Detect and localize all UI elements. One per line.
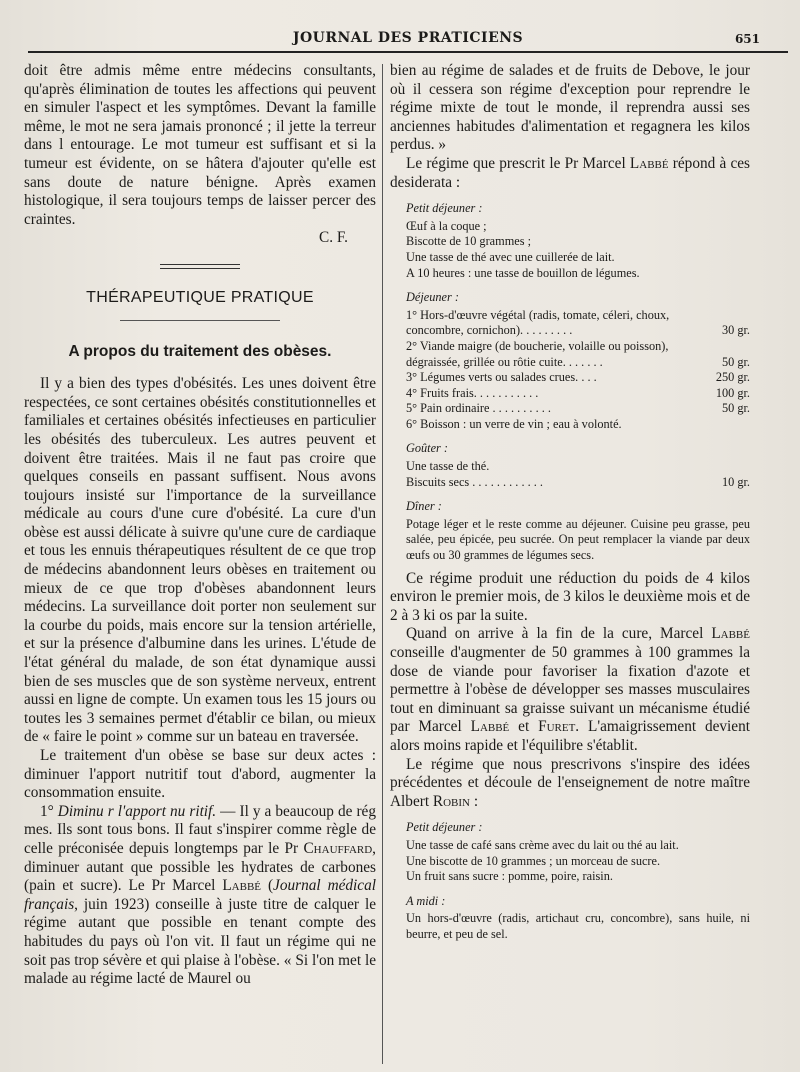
text-span: :	[470, 792, 479, 810]
menu-item: A 10 heures : une tasse de bouillon de légumes.	[406, 265, 640, 280]
author-name-labbe: Labbé	[222, 877, 262, 895]
menu-item-line	[406, 386, 750, 402]
menu-item: Une biscotte de 10 grammes ; un morceau de sucre.	[406, 853, 661, 868]
article-paragraph-1: Il y a bien des types d'obésités. Les unes doivent être respectées, ce sont certaines obésités constitutionnelles et familiales et certaines obésités infectieuses en particulier les obésités des tuberculeux. Les autres peuvent et doivent être traitées. Mais il ne faut pas croire que quelques conseils en passant suffisent. Nous avons toujours insisté sur l'importance de la surveillance médicale au cours d'une cure d'obésité. La cure d'un obèse est aussi délicate à suivre qu'une cure de cardiaque et tous les ennuis thérapeutiques résultent de ce que trop de médecins abandonnent leurs obèses en traitement ou mieux de ce que trop d'obèses abandonnent leurs médecins. La surveillance doit porter non seulement sur la courbe du poids, mais encore sur la tension artérielle, et sur la présence d'albumine dans les urines. L'étude de l'état général du malade, de son état dynamique aussi bien de ses muscles que de son système nerveux, entrent aussi en ligne de compte. Un examen tous les 15 jours ou toutes les 3 semaines permet d'établir ce bilan, ou mieux de « faire le point » comme sur un bateau en traversée.	[24, 375, 376, 746]
meal-label-midi: A midi :	[406, 893, 446, 908]
menu-diner-text: Potage léger et le reste comme au déjeuner. Cuisine peu grasse, peu salée, peu épicée, peu sucrée. On peut remplacer la viande par deux œufs ou 30 grammes de légumes secs.	[406, 516, 750, 563]
menu-item: Œuf à la coque ;	[406, 218, 487, 233]
menu-item-text: 3° Légumes verts ou salades crues. . . .	[406, 370, 597, 385]
meal-label-gouter: Goûter :	[406, 441, 449, 456]
running-header	[28, 24, 788, 54]
author-name-labbe-3: Labbé	[711, 625, 750, 643]
menu-item-line	[406, 475, 750, 491]
text-span: Quand on arrive à la fin de la cure, Marcel	[406, 625, 712, 643]
journal-citation: Journal médical français	[24, 877, 376, 913]
meal-label-diner: Dîner :	[406, 499, 442, 514]
menu-item-text: 5° Pain ordinaire . . . . . . . . . .	[406, 401, 551, 416]
regime-robin-menu	[390, 820, 750, 942]
article-paragraph-2: Le traitement d'un obèse se base sur deux actes : diminuer l'apport nutritif tout d'abord, augmenter la consommation ensuite.	[24, 747, 376, 802]
menu-item-line	[406, 355, 750, 371]
menu-item-text: 4° Fruits frais. . . . . . . . . . .	[406, 385, 539, 400]
page-number: 651	[734, 32, 760, 46]
author-name-furet: Furet	[538, 718, 576, 736]
author-name-labbe-4: Labbé	[470, 718, 510, 736]
menu-item-quantity: 100 gr.	[715, 385, 750, 400]
section-title: THÉRAPEUTIQUE PRATIQUE	[86, 288, 314, 306]
menu-item-quantity: 50 gr.	[721, 401, 750, 416]
article-paragraph-3	[24, 803, 376, 989]
journal-title: JOURNAL DES PRATICIENS	[292, 30, 524, 46]
menu-item: Un fruit sans sucre : pomme, poire, raisin.	[406, 869, 613, 884]
regime-intro-lead: Le régime que prescrit le Pr Marcel	[406, 154, 630, 172]
regime-intro-rest: répond à ces desiderata :	[390, 154, 750, 191]
text-span: . L'amaigrissement devient alors moins rapide et l'équilibre s'établit.	[390, 718, 750, 754]
regime-labbe-menu	[390, 201, 750, 563]
text-span: Le régime que nous prescrivons s'inspire des idées précédentes et découle de l'enseignement de notre maître Albert	[390, 755, 750, 810]
menu-item-text: concombre, cornichon). . . . . . . . .	[406, 323, 573, 338]
menu-item: 2° Viande maigre (de boucherie, volaille ou poisson),	[406, 338, 669, 353]
menu-midi-text: Un hors-d'œuvre (radis, artichaut cru, concombre), sans huile, ni beurre, et peu de sel.	[406, 911, 750, 941]
para3-rest: — Il y a beaucoup de rég mes. Ils sont tous bons. Il faut s'inspirer comme règle de celle préconisée depuis longtemps par le Pr	[24, 802, 376, 857]
continued-paragraph: bien au régime de salades et de fruits de Debove, le jour où il cessera son régime d'exception pour reprendre le régime mixte de tout le monde, il reprendra aussi ses anciennes habitudes d'alimentation et regagnera les kilos perdus. »	[390, 62, 750, 154]
para3-rest3: (	[261, 877, 274, 895]
para3-rest4: , juin 1923) conseille à juste titre de calquer le régime autant que possible en tenant compte des habitudes du pays où l'on vit. Il faut un régime qui ne soit pas trop sévère et qui plaise à l'obèse. « Si l'on met le malade au régime lacté de Maurel ou	[24, 895, 376, 988]
menu-item: 1° Hors-d'œuvre végétal (radis, tomate, céleri, choux,	[406, 307, 670, 322]
para3-rest2: , diminuer autant que possible les hydrates de carbones (pain et sucre). Le Pr Marcel	[24, 839, 376, 895]
menu-item: Une tasse de thé avec une cuillerée de lait.	[406, 249, 615, 264]
para3-lead: 1°	[40, 802, 58, 820]
meal-label-dejeuner: Déjeuner :	[406, 290, 459, 305]
menu-item: Une tasse de thé.	[406, 459, 490, 474]
meal-label-petit-dejeuner-2: Petit déjeuner :	[406, 820, 483, 835]
para3-italic: Diminu r l'apport nu ritif.	[57, 802, 217, 820]
left-column	[24, 62, 376, 989]
separator-rule	[160, 264, 240, 269]
menu-item-quantity: 10 gr.	[721, 474, 750, 489]
text-span: conseille d'augmenter de 50 grammes à 100 grammes la dose de viande pour favoriser la fixation d'azote et permettre à l'obèse de développer ses masses musculaires tout en diminuant sa graisse suivant un mécanisme étudié par Marcel	[390, 644, 750, 736]
menu-item-quantity: 30 gr.	[721, 323, 750, 338]
menu-item-quantity: 250 gr.	[715, 370, 750, 385]
regime-intro	[390, 155, 750, 192]
article-title: A propos du traitement des obèses.	[68, 342, 332, 360]
right-column	[390, 62, 750, 943]
menu-item: 6° Boisson : un verre de vin ; eau à volonté.	[406, 416, 622, 431]
meal-label-petit-dejeuner: Petit déjeuner :	[406, 201, 483, 216]
author-name-chauffard: Chauffard	[303, 839, 373, 857]
menu-item-line	[406, 401, 750, 417]
menu-item-line	[406, 370, 750, 386]
menu-item-text: dégraissée, grillée ou rôtie cuite. . . . . . .	[406, 354, 603, 369]
menu-item-line	[406, 323, 750, 339]
author-name-labbe-2: Labbé	[629, 154, 669, 172]
reduction-paragraph: Ce régime produit une réduction du poids de 4 kilos environ le premier mois, de 3 kilos le deuxième mois et de 2 à 3 ki os par la suite.	[390, 569, 750, 624]
header-rule	[28, 51, 788, 53]
intro-paragraph: doit être admis même entre médecins consultants, qu'après élimination de toutes les affections qui peuvent en simuler l'aspect et les symptômes. Devant la famille même, le mot ne sera jamais prononcé ; il jette la terreur dans l entourage. Le mot tumeur est suffisant et si la tumeur est évidente, on se hâtera d'ajouter qu'elle est sans doute de nature bénigne. Après examen histologique, il sera toujours temps de laisser percer des craintes.	[24, 62, 376, 228]
menu-item: Biscotte de 10 grammes ;	[406, 234, 531, 249]
section-rule	[120, 320, 280, 321]
menu-item-quantity: 50 gr.	[721, 354, 750, 369]
text-span: et	[509, 718, 539, 736]
end-of-cure-paragraph	[390, 625, 750, 755]
robin-paragraph	[390, 756, 750, 812]
menu-item: Une tasse de café sans crème avec du lait ou thé au lait.	[406, 837, 679, 852]
menu-item-text: Biscuits secs . . . . . . . . . . . .	[406, 474, 543, 489]
author-name-robin: Robin	[432, 792, 470, 810]
author-signature: C. F.	[319, 229, 348, 247]
column-divider	[382, 64, 383, 1064]
